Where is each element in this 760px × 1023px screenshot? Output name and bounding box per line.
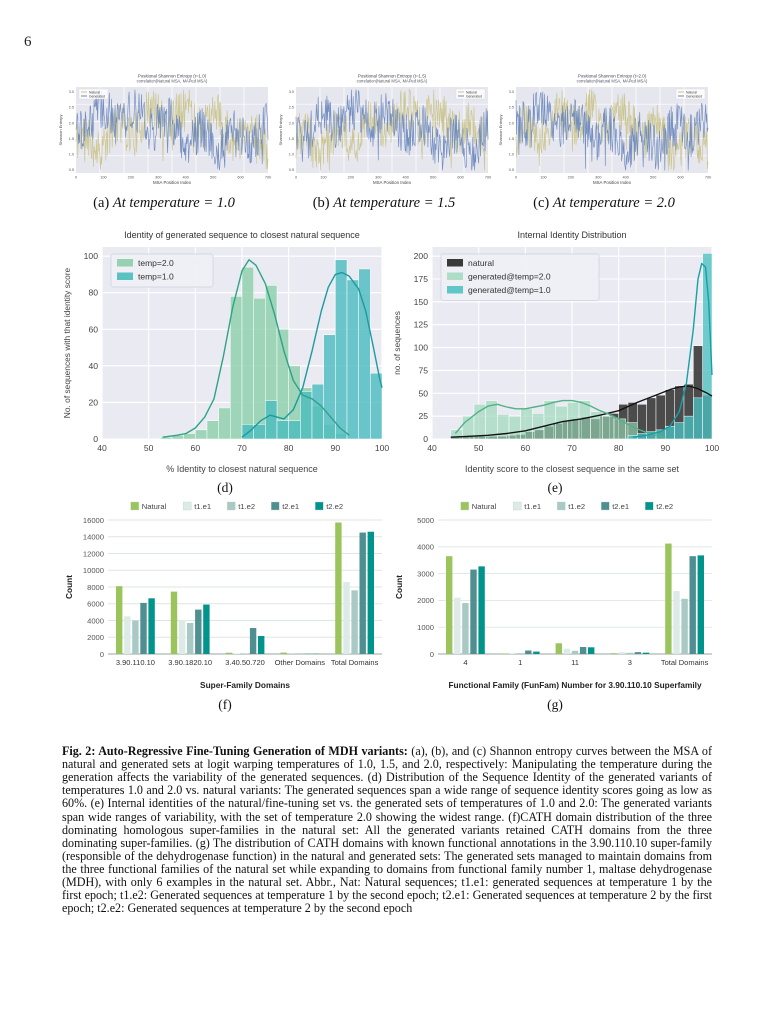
svg-text:generated@temp=2.0: generated@temp=2.0 xyxy=(468,271,551,282)
figure-g xyxy=(390,496,720,713)
svg-text:4000: 4000 xyxy=(87,616,104,626)
entropy-chart-a xyxy=(56,72,272,186)
svg-text:3.0: 3.0 xyxy=(508,90,514,94)
page-number: 6 xyxy=(24,34,32,50)
svg-text:0.5: 0.5 xyxy=(288,168,294,173)
svg-text:0: 0 xyxy=(294,175,298,180)
figure-c xyxy=(496,72,712,212)
identity-histogram-chart xyxy=(60,225,390,477)
svg-text:100: 100 xyxy=(83,251,98,262)
svg-text:0: 0 xyxy=(93,434,98,444)
caption-fig-label: Fig. 2: xyxy=(62,744,96,758)
svg-text:0: 0 xyxy=(99,649,104,659)
svg-text:300: 300 xyxy=(595,175,602,180)
svg-text:200: 200 xyxy=(413,251,428,262)
svg-text:3.0: 3.0 xyxy=(68,90,74,94)
figure-d xyxy=(60,225,390,496)
svg-text:2.0: 2.0 xyxy=(68,121,74,126)
svg-text:t2.e2: t2.e2 xyxy=(656,502,674,511)
svg-text:11: 11 xyxy=(571,658,579,667)
figure-caption xyxy=(62,745,712,915)
svg-text:natural: natural xyxy=(468,258,494,268)
svg-text:2.0: 2.0 xyxy=(508,121,514,126)
svg-text:% Identity to closest natural: % Identity to closest natural sequence xyxy=(166,464,318,474)
svg-text:300: 300 xyxy=(155,175,162,180)
internal-identity-chart xyxy=(390,225,720,477)
svg-text:1.5: 1.5 xyxy=(508,136,514,141)
svg-text:2.5: 2.5 xyxy=(68,105,74,110)
svg-text:Super-Family Domains: Super-Family Domains xyxy=(200,680,290,690)
svg-text:0: 0 xyxy=(74,175,78,180)
svg-text:70: 70 xyxy=(237,443,247,453)
svg-text:50: 50 xyxy=(473,443,484,453)
svg-text:MSA Position Index: MSA Position Index xyxy=(592,180,632,185)
svg-text:100: 100 xyxy=(413,342,428,353)
svg-text:Total Domains: Total Domains xyxy=(660,658,709,667)
svg-text:Generated: Generated xyxy=(686,94,703,99)
svg-text:16000: 16000 xyxy=(82,515,104,525)
svg-text:100: 100 xyxy=(374,443,390,453)
caption-body: (a), (b), and (c) Shannon entropy curves between the MSA of natural and generated sets at logit warping temperatures of 1.0, 1.5, and 2.0, respectively: Manipulating the temperature during the generation affects the variability of the generated sequences. (d) Distribution of the Sequence Identity of the generated variants of temperatures 1.0 and 2.0 vs. natural variants: The generated sequences span a wide range of sequence identity scores going as low as 60%. (e) Internal identities of the natural/fine-tuning set vs. the generated sets of temperatures of 1.0 and 2.0: The generated variants span wide ranges of variability, with the set of temperature 2.0 showing the widest range. (f)CATH domain distribution of the three dominating homologous super-families in the natural set: All the generated variants retained CATH domains from the three dominating super-families. (g) The distribution of CATH domains with known functional annotations in the 3.90.110.10 super-family (responsible of the dehydrogenase function) in the natural and generated sets: The generated sets managed to maintain domains from the three functional families of the natural set while expanding to domains from functional family number 1, maltase dehydrogenase (MDH), with only 6 examples in the natural set. Abbr., Nat: Natural sequences; t1.e1: generated sequences at temperature 1 by the first epoch; t1.e2: Generated sequences at temperature 1 by the second epoch; t2.e1: Generated sequences at temperature 2 by the first epoch; t2.e2: Generated sequences at temperature 2 by the second epoch xyxy=(62,744,713,916)
subcaption-c xyxy=(533,195,675,212)
svg-text:Identity score to the closest: Identity score to the closest sequence in the same set xyxy=(464,464,680,474)
svg-text:t2.e2: t2.e2 xyxy=(326,502,344,511)
svg-text:2.0: 2.0 xyxy=(288,121,294,126)
svg-text:0.5: 0.5 xyxy=(68,168,74,173)
svg-text:70: 70 xyxy=(567,443,577,453)
svg-text:2.5: 2.5 xyxy=(508,105,514,110)
figure-a xyxy=(56,72,272,212)
svg-text:Shannon Entropy: Shannon Entropy xyxy=(498,114,503,146)
svg-text:Generated: Generated xyxy=(89,94,106,99)
superfamily-domains-chart xyxy=(60,496,390,694)
svg-text:No. of sequences with that ide: No. of sequences with that identity score xyxy=(62,267,72,419)
svg-text:80: 80 xyxy=(88,287,98,298)
svg-text:1.5: 1.5 xyxy=(68,136,74,141)
svg-text:80: 80 xyxy=(283,443,294,453)
svg-text:temp=2.0: temp=2.0 xyxy=(138,258,174,268)
svg-text:600: 600 xyxy=(457,175,464,180)
svg-text:8000: 8000 xyxy=(87,582,104,592)
entropy-chart-b xyxy=(276,72,492,186)
svg-text:Identity of generated sequence: Identity of generated sequence to closest natural sequence xyxy=(124,230,360,240)
svg-text:Positional Shannon Entropy (t=: Positional Shannon Entropy (t=1.5) xyxy=(357,73,427,79)
svg-text:300: 300 xyxy=(375,175,382,180)
svg-text:Count: Count xyxy=(394,575,404,599)
svg-text:200: 200 xyxy=(347,175,355,180)
svg-text:500: 500 xyxy=(649,175,657,180)
svg-text:temp=1.0: temp=1.0 xyxy=(138,271,174,282)
svg-text:1.0: 1.0 xyxy=(508,152,514,157)
svg-text:2000: 2000 xyxy=(87,633,104,643)
svg-text:600: 600 xyxy=(677,175,684,180)
svg-text:90: 90 xyxy=(330,443,341,453)
svg-text:60: 60 xyxy=(88,324,98,335)
svg-text:150: 150 xyxy=(413,296,428,307)
svg-text:75: 75 xyxy=(418,365,428,376)
svg-text:MSA Position Index: MSA Position Index xyxy=(372,180,412,185)
domain-bar-charts-row xyxy=(60,496,720,713)
svg-text:0.5: 0.5 xyxy=(508,168,514,173)
svg-text:Count: Count xyxy=(64,575,74,599)
figure-b xyxy=(276,72,492,212)
svg-text:100: 100 xyxy=(100,175,107,180)
identity-histograms-row xyxy=(60,225,720,496)
entropy-chart-c xyxy=(496,72,712,186)
svg-text:t1.e1: t1.e1 xyxy=(524,502,542,511)
svg-text:400: 400 xyxy=(402,175,409,180)
svg-text:400: 400 xyxy=(182,175,189,180)
figure-e xyxy=(390,225,720,496)
svg-text:6000: 6000 xyxy=(87,599,104,609)
svg-text:12000: 12000 xyxy=(82,549,104,559)
svg-text:3.40.50.720: 3.40.50.720 xyxy=(225,658,265,667)
subcaption-b-letter: (b) xyxy=(312,195,330,211)
svg-text:20: 20 xyxy=(88,397,98,408)
svg-text:3: 3 xyxy=(627,658,632,667)
subcaption-c-letter: (c) xyxy=(533,195,550,211)
svg-text:600: 600 xyxy=(237,175,244,180)
subcaption-g: (g) xyxy=(547,697,563,712)
svg-text:1.5: 1.5 xyxy=(288,136,294,141)
svg-text:Natural: Natural xyxy=(89,90,100,95)
svg-text:t1.e2: t1.e2 xyxy=(568,502,586,511)
svg-text:correlation(Natural MSA, MAPed: correlation(Natural MSA, MAPed MSA) xyxy=(136,78,208,84)
svg-text:correlation(Natural MSA, MAPed: correlation(Natural MSA, MAPed MSA) xyxy=(356,78,428,84)
subcaption-a xyxy=(93,195,235,212)
svg-text:3.0: 3.0 xyxy=(288,90,294,94)
caption-title: Auto-Regressive Fine-Tuning Generation of MDH variants: xyxy=(98,744,408,758)
svg-text:80: 80 xyxy=(613,443,624,453)
svg-text:40: 40 xyxy=(88,360,98,371)
svg-text:3.90.110.10: 3.90.110.10 xyxy=(115,658,155,667)
svg-text:1000: 1000 xyxy=(417,623,434,632)
svg-text:14000: 14000 xyxy=(82,532,104,542)
svg-text:0: 0 xyxy=(514,175,518,180)
svg-text:4: 4 xyxy=(463,658,468,667)
svg-text:Generated: Generated xyxy=(466,94,483,99)
svg-text:Natural: Natural xyxy=(141,502,167,511)
svg-text:50: 50 xyxy=(143,443,154,453)
subcaption-a-text: At temperature = 1.0 xyxy=(112,195,235,211)
svg-text:125: 125 xyxy=(413,319,428,330)
svg-text:1.0: 1.0 xyxy=(288,152,294,157)
svg-text:2.5: 2.5 xyxy=(288,105,294,110)
svg-text:200: 200 xyxy=(127,175,135,180)
svg-text:100: 100 xyxy=(320,175,327,180)
subcaption-e: (e) xyxy=(547,480,563,495)
svg-text:50: 50 xyxy=(418,388,428,399)
svg-text:3.90.1820.10: 3.90.1820.10 xyxy=(168,658,213,667)
svg-text:Natural: Natural xyxy=(471,502,497,511)
svg-text:generated@temp=1.0: generated@temp=1.0 xyxy=(468,285,551,295)
svg-text:Natural: Natural xyxy=(686,90,697,95)
svg-text:40: 40 xyxy=(427,443,437,453)
funfam-distribution-chart xyxy=(390,496,720,694)
subcaption-b xyxy=(313,195,456,212)
svg-text:Functional Family (FunFam) Num: Functional Family (FunFam) Number for 3.90.110.10 Superfamily xyxy=(448,680,702,690)
svg-text:t2.e1: t2.e1 xyxy=(282,502,300,511)
svg-text:100: 100 xyxy=(704,443,720,453)
svg-text:MSA Position Index: MSA Position Index xyxy=(152,180,192,185)
svg-text:400: 400 xyxy=(622,175,629,180)
svg-text:60: 60 xyxy=(520,443,531,453)
svg-text:500: 500 xyxy=(429,175,437,180)
svg-text:3000: 3000 xyxy=(417,569,434,579)
svg-text:t2.e1: t2.e1 xyxy=(612,502,630,511)
svg-text:100: 100 xyxy=(540,175,547,180)
svg-text:t1.e1: t1.e1 xyxy=(194,502,212,511)
svg-text:Internal Identity Distribution: Internal Identity Distribution xyxy=(517,230,627,240)
svg-text:0: 0 xyxy=(429,649,434,659)
svg-text:60: 60 xyxy=(190,443,201,453)
entropy-plots-row xyxy=(56,72,712,212)
svg-text:25: 25 xyxy=(418,411,428,422)
svg-text:4000: 4000 xyxy=(417,542,434,552)
svg-text:1: 1 xyxy=(518,658,523,667)
svg-text:700: 700 xyxy=(704,175,712,180)
svg-text:500: 500 xyxy=(209,175,217,180)
svg-text:0: 0 xyxy=(423,434,428,444)
svg-text:175: 175 xyxy=(413,274,428,284)
svg-text:Positional Shannon Entropy (t=: Positional Shannon Entropy (t=1.0) xyxy=(137,73,207,79)
svg-text:Shannon Entropy: Shannon Entropy xyxy=(58,114,63,146)
svg-text:correlation(Natural MSA, MAPed: correlation(Natural MSA, MAPed MSA) xyxy=(576,78,648,84)
subcaption-b-text: At temperature = 1.5 xyxy=(333,195,456,211)
svg-text:2000: 2000 xyxy=(417,596,434,606)
svg-text:t1.e2: t1.e2 xyxy=(238,502,256,511)
svg-text:Natural: Natural xyxy=(466,90,477,95)
svg-text:1.0: 1.0 xyxy=(68,152,74,157)
svg-text:5000: 5000 xyxy=(417,515,434,525)
svg-text:40: 40 xyxy=(97,443,107,453)
svg-text:Total Domains: Total Domains xyxy=(330,658,379,667)
svg-text:700: 700 xyxy=(264,175,272,180)
svg-text:90: 90 xyxy=(660,443,671,453)
figure-f xyxy=(60,496,390,713)
subcaption-a-letter: (a) xyxy=(93,195,110,211)
svg-text:200: 200 xyxy=(567,175,575,180)
svg-text:Other Domains: Other Domains xyxy=(274,658,326,667)
svg-text:Positional Shannon Entropy (t=: Positional Shannon Entropy (t=2.0) xyxy=(577,73,647,79)
svg-text:700: 700 xyxy=(484,175,492,180)
svg-text:no. of sequences: no. of sequences xyxy=(392,311,402,375)
svg-text:Shannon Entropy: Shannon Entropy xyxy=(278,114,283,146)
svg-text:10000: 10000 xyxy=(82,566,104,576)
subcaption-f: (f) xyxy=(218,697,232,712)
subcaption-d: (d) xyxy=(217,480,233,495)
subcaption-c-text: At temperature = 2.0 xyxy=(552,195,675,211)
